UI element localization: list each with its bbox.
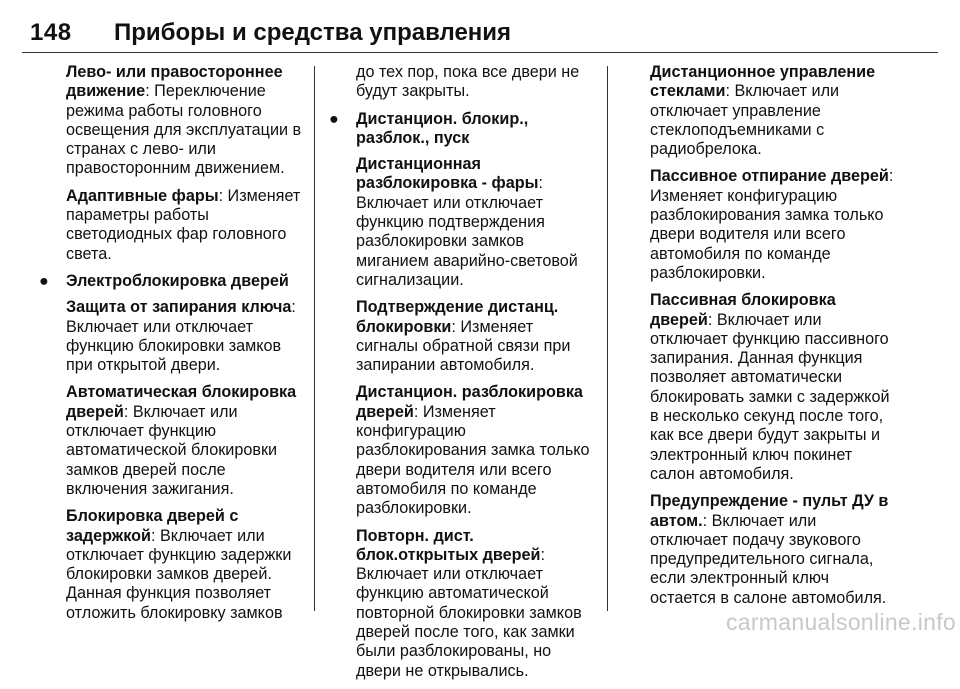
section-heading: Дистанцион. блокир., разблок., пуск <box>356 109 529 147</box>
term: Предупреждение - пульт ДУ в автом. <box>650 492 889 530</box>
term: Пассивное отпирание дверей <box>650 167 889 186</box>
description: : Включает или отключает подачу звукового предупредительного сигнала, если электронный ключ остается в салоне автомобиля. <box>650 511 887 607</box>
term: Дистанционная разблокировка - фары <box>356 155 539 193</box>
section-heading: Электроблокировка дверей <box>66 271 289 290</box>
description: : Изменяет параметры работы светодиодных фар головного света. <box>66 186 301 263</box>
column-divider <box>607 66 608 611</box>
description: : Изменяет сигналы обратной связи при запирании автомобиля. <box>356 317 571 375</box>
term: Пассивная блокировка дверей <box>650 291 836 329</box>
term: Блокировка дверей с задержкой <box>66 507 239 545</box>
term: Защита от запирания ключа <box>66 298 292 317</box>
paragraph <box>356 527 596 681</box>
paragraph <box>650 492 895 608</box>
column-3 <box>650 63 895 616</box>
term: Лево- или правостороннее движение <box>66 63 283 101</box>
description: : Включает или отключает управление стеклоподъемниками с радиобрелока. <box>650 82 840 159</box>
paragraph <box>650 63 895 159</box>
term: Повторн. дист. блок.открытых дверей <box>356 526 541 564</box>
bullet-icon: ● <box>39 271 49 290</box>
column-1 <box>39 63 310 631</box>
paragraph <box>356 383 596 518</box>
description: до тех пор, пока все двери не будут закрыты. <box>356 63 580 101</box>
paragraph <box>66 507 310 623</box>
page-number: 148 <box>30 19 72 46</box>
description: : Включает или отключает функцию пассивного запирания. Данная функция позволяет автоматически блокировать замки с задержкой в несколько секунд после того, как все двери будут закрыты и электронный ключ покинет салон автомобиля. <box>650 310 890 483</box>
watermark: carmanualsonline.info <box>725 609 956 635</box>
page-header <box>22 8 938 53</box>
description: : Переключение режима работы головного освещения для эксплуатации в странах с лево- или правосторонним движением. <box>66 82 302 178</box>
paragraph <box>650 167 895 283</box>
description: : Включает или отключает функцию задержки блокировки замков дверей. Данная функция позволяет отложить блокировку замков <box>66 526 292 622</box>
bullet-item <box>39 271 310 291</box>
bullet-icon: ● <box>329 109 339 128</box>
bullet-item <box>329 109 596 149</box>
term: Дистанционное управление стеклами <box>650 63 876 101</box>
paragraph <box>356 63 596 102</box>
description: : Изменяет конфигурацию разблокирования замка только двери водителя или всего автомобиля по команде разблокировки. <box>650 167 894 282</box>
term: Адаптивные фары <box>66 186 219 205</box>
term: Подтверждение дистанц. блокировки <box>356 298 559 336</box>
column-divider <box>314 66 315 611</box>
description: : Изменяет конфигурацию разблокирования замка только двери водителя или всего автомобиля по команде разблокировки. <box>356 402 590 518</box>
term: Автоматическая блокировка дверей <box>66 383 297 421</box>
paragraph <box>66 383 310 499</box>
description: : Включает или отключает функцию автоматической блокировки замков дверей после включения зажигания. <box>66 402 278 498</box>
paragraph <box>66 63 310 179</box>
description: : Включает или отключает функцию блокировки замков при открытой двери. <box>66 298 296 375</box>
description: : Включает или отключает функцию подтверждения разблокировки замков миганием аварийно-световой сигнализации. <box>356 174 578 289</box>
paragraph <box>356 298 596 375</box>
paragraph <box>356 155 596 290</box>
paragraph <box>66 298 310 375</box>
page-title: Приборы и средства управления <box>114 19 512 46</box>
term: Дистанцион. разблокировка дверей <box>356 383 583 421</box>
paragraph <box>66 187 310 264</box>
description: : Включает или отключает функцию автоматической повторной блокировки замков дверей после того, как замки были разблокированы, но двери не открывались. <box>356 545 582 680</box>
column-2 <box>329 63 596 689</box>
paragraph <box>650 291 895 484</box>
